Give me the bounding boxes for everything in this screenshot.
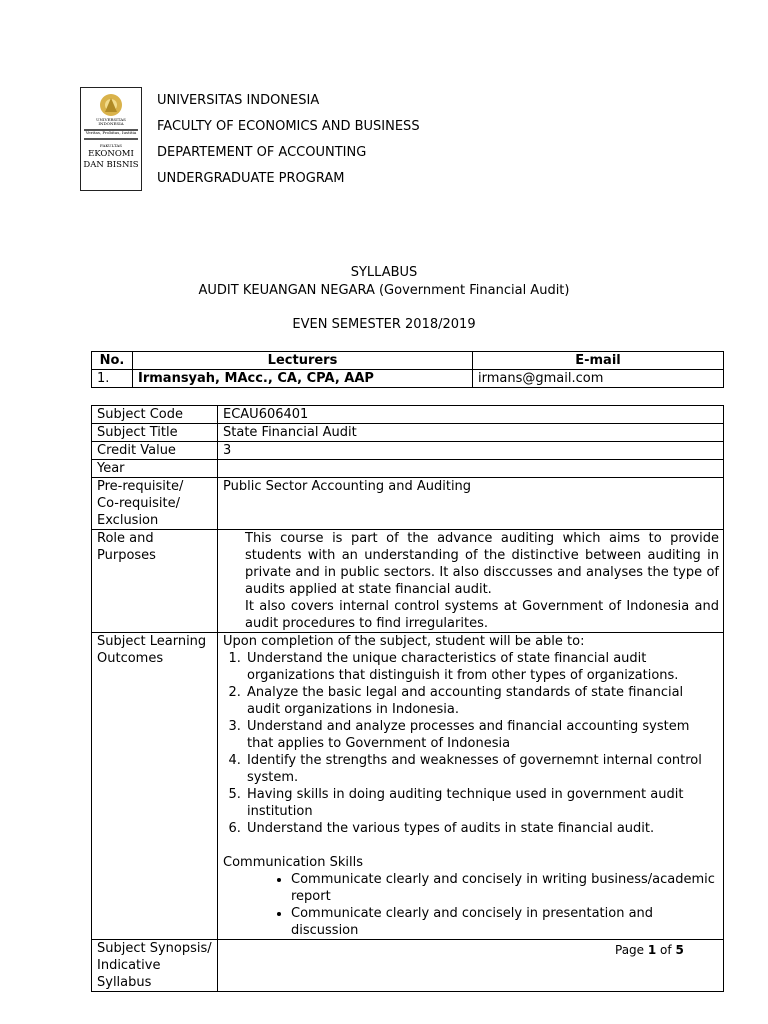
prerequisite-label-3: Exclusion [97,513,159,528]
page-number [615,943,684,957]
university-logo [80,87,142,191]
logo-faculty-name-2: DAN BISNIS [83,160,139,170]
institution-header [157,93,420,197]
col-header-email: E-mail [473,352,724,370]
faculty-name: FACULTY OF ECONOMICS AND BUSINESS [157,119,420,134]
page-total: 5 [675,943,684,957]
col-header-lecturers: Lecturers [133,352,473,370]
list-item: 1. Understand the unique characteristics of state financial audit organizations that distinguish it from other types of organizations. [245,650,718,684]
list-item: 2. Analyze the basic legal and accounting standards of state financial audit organizations in Indonesia. [245,684,718,718]
logo-divider [84,138,138,140]
department-name: DEPARTEMENT OF ACCOUNTING [157,145,367,160]
lecturer-name: Irmansyah, MAcc., CA, CPA, AAP [133,370,473,388]
page-mid: of [656,943,676,957]
year-label: Year [92,460,218,478]
university-name: UNIVERSITAS INDONESIA [157,93,320,108]
outcomes-list [223,650,718,837]
semester-title: EVEN SEMESTER 2018/2019 [292,317,476,332]
subject-title-label: Subject Title [92,424,218,442]
makara-emblem-icon [96,92,126,118]
outcomes-value [218,633,724,940]
lecturers-table [91,351,724,388]
synopsis-label-1: Subject Synopsis/ [97,941,212,956]
outcomes-label-2: Outcomes [97,651,164,666]
outcomes-label-1: Subject Learning [97,634,207,649]
prerequisite-value: Public Sector Accounting and Auditing [218,478,724,530]
communication-heading: Communication Skills [223,855,363,870]
table-row [92,530,724,633]
logo-name-1: UNIVERSITAS [96,117,126,122]
subject-code-value: ECAU606401 [218,406,724,424]
table-row [92,442,724,460]
lecturers-header-row [92,352,724,370]
logo-faculty-name-1: EKONOMI [88,149,134,159]
table-row [92,460,724,478]
logo-name-2: INDONESIA [98,121,124,126]
col-header-no: No. [92,352,133,370]
program-name: UNDERGRADUATE PROGRAM [157,171,345,186]
credit-value-label: Credit Value [92,442,218,460]
page-prefix: Page [615,943,648,957]
table-row [92,370,724,388]
prerequisite-label [92,478,218,530]
list-item: 4. Identify the strengths and weaknesses of governemnt internal control system. [245,752,718,786]
logo-motto: Veritas, Probitas, Iustitia [85,130,137,135]
subject-table [91,405,724,992]
outcomes-intro: Upon completion of the subject, student will be able to: [223,634,585,649]
subject-code-label: Subject Code [92,406,218,424]
prerequisite-label-2: Co-requisite/ [97,496,180,511]
list-item: 5. Having skills in doing auditing technique used in government audit institution [245,786,718,820]
communication-list [223,871,718,939]
role-paragraph-2: It also covers internal control systems at Government of Indonesia and audit procedures to find irregularites. [245,599,719,631]
year-value [218,460,724,478]
lecturer-no: 1. [92,370,133,388]
list-item: • Communicate clearly and concisely in writing business/academic report [291,871,718,905]
credit-value: 3 [218,442,724,460]
list-item: 6. Understand the various types of audits in state financial audit. [245,820,718,837]
doc-title: SYLLABUS [350,265,418,280]
outcomes-label [92,633,218,940]
subject-title-value: State Financial Audit [218,424,724,442]
synopsis-label [92,940,218,992]
prerequisite-label-1: Pre-requisite/ [97,479,184,494]
role-label: Role and Purposes [92,530,218,633]
list-item: 3. Understand and analyze processes and financial accounting system that applies to Government of Indonesia [245,718,718,752]
table-row [92,406,724,424]
table-row [92,478,724,530]
lecturer-email: irmans@gmail.com [473,370,724,388]
table-row [92,424,724,442]
page-current: 1 [647,943,657,957]
table-row [92,633,724,940]
list-item: • Communicate clearly and concisely in presentation and discussion [291,905,718,939]
logo-faculty-label: FAKULTAS [100,143,122,148]
role-paragraph-1: This course is part of the advance auditing which aims to provide students with an understanding of the distinctive between auditing in private and in public sectors. It also disccusses and analyses the type of audits applied at state financial audit. [245,531,719,597]
role-value [218,530,724,633]
synopsis-label-2: Indicative Syllabus [97,958,161,990]
course-title: AUDIT KEUANGAN NEGARA (Government Financial Audit) [198,283,570,298]
